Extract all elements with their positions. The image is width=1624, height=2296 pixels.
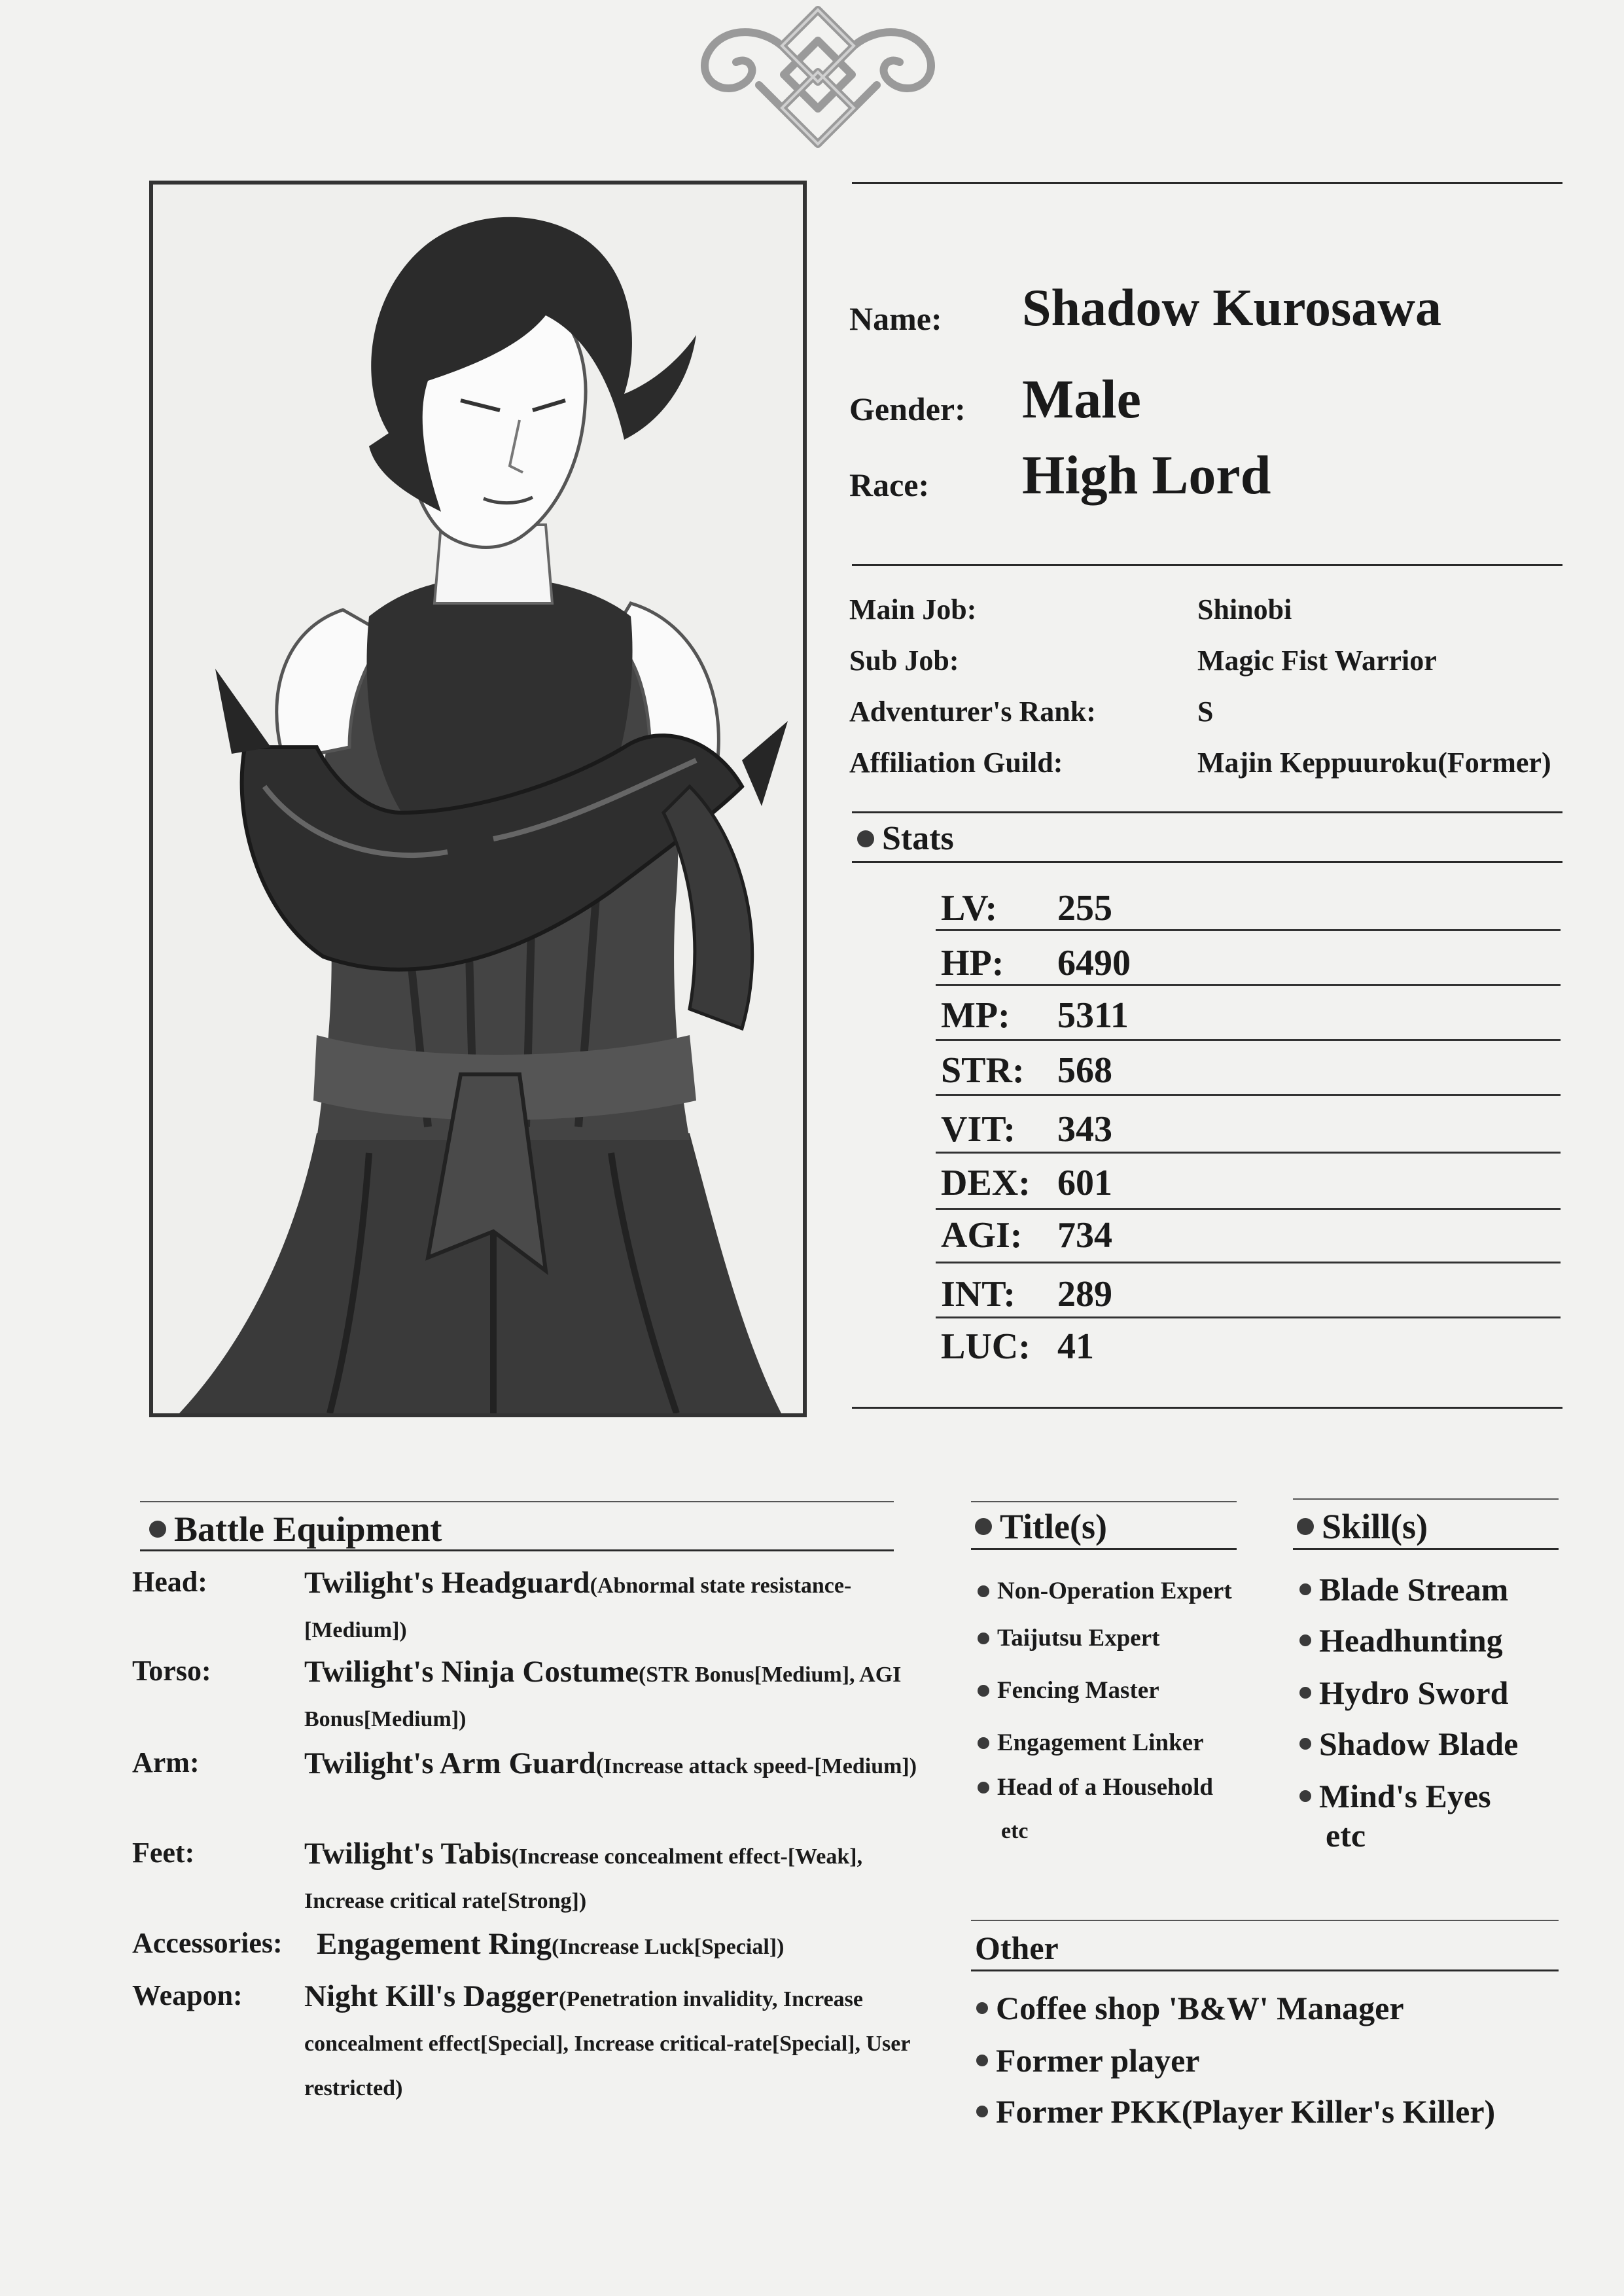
stats-bottom-rule	[852, 861, 1562, 863]
stat-lv	[941, 887, 1559, 929]
equip-name: Twilight's Arm Guard	[304, 1746, 596, 1780]
skills-heading-text: Skill(s)	[1322, 1507, 1428, 1546]
skill-item	[1299, 1674, 1508, 1712]
stat-value: 601	[1057, 1163, 1112, 1203]
other-text: Former PKK(Player Killer's Killer)	[996, 2093, 1496, 2130]
titles-bottom-rule	[971, 1548, 1237, 1550]
bullet-icon	[975, 1518, 992, 1535]
sub-job-value: Magic Fist Warrior	[1197, 645, 1437, 677]
knot-ornament-icon	[680, 0, 955, 164]
stats-heading-text: Stats	[882, 820, 954, 857]
stat-label: MP:	[941, 995, 1010, 1036]
skill-item	[1299, 1777, 1491, 1815]
equip-weapon	[304, 1976, 945, 2113]
other-text: Former player	[996, 2042, 1200, 2079]
equip-weapon-label: Weapon:	[132, 1979, 243, 2011]
stats-end-rule	[852, 1407, 1562, 1409]
equip-desc: (STR Bonus[Medium], AGI Bonus[Medium])	[304, 1663, 902, 1731]
main-job-label: Main Job:	[849, 593, 977, 626]
titles-etc: etc	[1001, 1819, 1029, 1843]
stat-int	[941, 1273, 1559, 1315]
stat-rule	[936, 1152, 1561, 1154]
race-label: Race:	[849, 467, 930, 503]
character-name: Shadow Kurosawa	[1022, 279, 1441, 337]
equip-head-label: Head:	[132, 1566, 207, 1598]
bullet-icon	[978, 1685, 989, 1697]
character-illustration	[153, 185, 803, 1413]
titles-top-rule	[971, 1501, 1237, 1502]
skill-item	[1299, 1570, 1508, 1608]
skill-text: Headhunting	[1319, 1622, 1503, 1659]
bullet-icon	[976, 2106, 988, 2117]
skill-text: Shadow Blade	[1319, 1725, 1519, 1762]
bullet-icon	[857, 830, 874, 847]
titles-heading-text: Title(s)	[1000, 1507, 1107, 1546]
other-item	[976, 2041, 1199, 2079]
bullet-icon	[1299, 1738, 1311, 1750]
title-item	[978, 1577, 1232, 1605]
title-text: Head of a Household	[997, 1774, 1213, 1801]
stat-str	[941, 1050, 1559, 1091]
title-item	[978, 1676, 1159, 1704]
bullet-icon	[1297, 1518, 1314, 1535]
stat-vit	[941, 1108, 1559, 1150]
title-text: Engagement Linker	[997, 1729, 1204, 1756]
equip-feet	[304, 1833, 945, 1926]
stat-rule	[936, 1039, 1561, 1041]
stat-label: DEX:	[941, 1163, 1031, 1203]
stat-rule	[936, 1094, 1561, 1096]
stat-rule	[936, 929, 1561, 931]
equip-name: Twilight's Tabis	[304, 1837, 512, 1871]
bullet-icon	[1299, 1687, 1311, 1699]
stats-top-rule	[852, 811, 1562, 813]
other-text: Coffee shop 'B&W' Manager	[996, 1990, 1404, 2026]
guild-value: Majin Keppuuroku(Former)	[1197, 747, 1551, 779]
title-text: Taijutsu Expert	[997, 1625, 1160, 1651]
title-item	[978, 1624, 1159, 1652]
stat-rule	[936, 1262, 1561, 1263]
stat-value: 734	[1057, 1215, 1112, 1256]
other-item	[976, 2093, 1495, 2130]
equipment-top-rule	[140, 1501, 894, 1502]
equip-feet-label: Feet:	[132, 1837, 195, 1869]
title-text: Fencing Master	[997, 1677, 1159, 1704]
other-top-rule	[971, 1920, 1559, 1921]
stat-label: LUC:	[941, 1326, 1031, 1367]
stat-value: 289	[1057, 1274, 1112, 1315]
equip-desc: (Penetration invalidity, Increase concealment effect[Special], Increase critical-rate[Special], User restricted)	[304, 1987, 910, 2100]
equip-desc: (Increase concealment effect-[Weak], Increase critical rate[Strong])	[304, 1845, 863, 1913]
skills-top-rule	[1293, 1498, 1559, 1500]
rank-label: Adventurer's Rank:	[849, 696, 1096, 728]
stat-label: VIT:	[941, 1109, 1016, 1150]
bullet-icon	[976, 2002, 988, 2014]
skills-etc: etc	[1326, 1817, 1366, 1854]
skills-heading	[1297, 1506, 1428, 1547]
equipment-heading	[149, 1509, 442, 1549]
rank-value: S	[1197, 696, 1214, 728]
titles-heading	[975, 1506, 1107, 1547]
race-value: High Lord	[1022, 445, 1271, 506]
bullet-icon	[1299, 1790, 1311, 1802]
stat-hp	[941, 942, 1559, 984]
equip-desc: (Increase Luck[Special])	[552, 1935, 785, 1959]
main-job-value: Shinobi	[1197, 593, 1292, 626]
equipment-bottom-rule	[140, 1549, 894, 1551]
equipment-heading-text: Battle Equipment	[174, 1510, 442, 1549]
skill-item	[1299, 1621, 1503, 1659]
skill-item	[1299, 1725, 1518, 1763]
equip-name: Twilight's Headguard	[304, 1566, 590, 1600]
sub-job-label: Sub Job:	[849, 645, 959, 677]
stat-value: 41	[1057, 1326, 1094, 1367]
equip-accessories	[317, 1924, 958, 1971]
equip-name: Twilight's Ninja Costume	[304, 1655, 639, 1689]
stat-label: LV:	[941, 888, 998, 928]
stat-label: INT:	[941, 1274, 1016, 1315]
equip-name: Engagement Ring	[317, 1927, 552, 1961]
stat-label: STR:	[941, 1050, 1025, 1091]
name-label: Name:	[849, 300, 942, 337]
equip-torso	[304, 1651, 945, 1744]
stat-value: 5311	[1057, 995, 1129, 1036]
profile-mid-rule	[852, 564, 1562, 566]
bullet-icon	[1299, 1634, 1311, 1646]
bullet-icon	[1299, 1583, 1311, 1595]
stat-value: 255	[1057, 888, 1112, 928]
equip-desc: (Increase attack speed-[Medium])	[595, 1754, 917, 1778]
stat-value: 6490	[1057, 943, 1131, 983]
stat-value: 568	[1057, 1050, 1112, 1091]
bullet-icon	[978, 1585, 989, 1597]
stats-heading	[857, 819, 954, 858]
stat-agi	[941, 1214, 1559, 1256]
equip-arm-label: Arm:	[132, 1746, 200, 1778]
equip-torso-label: Torso:	[132, 1655, 211, 1687]
stat-rule	[936, 1316, 1561, 1318]
other-item	[976, 1989, 1404, 2027]
stat-rule	[936, 984, 1561, 986]
bullet-icon	[976, 2055, 988, 2066]
equip-arm	[304, 1743, 945, 1791]
skills-bottom-rule	[1293, 1548, 1559, 1550]
stat-label: HP:	[941, 943, 1004, 983]
title-item	[978, 1729, 1204, 1757]
character-portrait	[149, 181, 807, 1417]
equip-accessories-label: Accessories:	[132, 1927, 283, 1959]
stat-mp	[941, 995, 1559, 1036]
equip-desc: (Abnormal state resistance-[Medium])	[304, 1574, 852, 1642]
profile-top-rule	[852, 182, 1562, 184]
equip-name: Night Kill's Dagger	[304, 1979, 559, 2013]
other-bottom-rule	[971, 1969, 1559, 1971]
equip-head	[304, 1563, 945, 1655]
guild-label: Affiliation Guild:	[849, 747, 1063, 779]
skill-text: Blade Stream	[1319, 1571, 1509, 1608]
stat-dex	[941, 1162, 1559, 1204]
gender-label: Gender:	[849, 391, 966, 427]
title-text: Non-Operation Expert	[997, 1578, 1232, 1604]
bullet-icon	[978, 1737, 989, 1749]
gender-value: Male	[1022, 369, 1141, 430]
bullet-icon	[149, 1521, 166, 1538]
stat-luc	[941, 1326, 1559, 1368]
skill-text: Hydro Sword	[1319, 1674, 1509, 1711]
title-item	[978, 1773, 1213, 1801]
bullet-icon	[978, 1633, 989, 1644]
stat-rule	[936, 1208, 1561, 1210]
other-heading: Other	[975, 1930, 1059, 1966]
stat-label: AGI:	[941, 1215, 1023, 1256]
skill-text: Mind's Eyes	[1319, 1778, 1491, 1814]
bullet-icon	[978, 1782, 989, 1793]
stat-value: 343	[1057, 1109, 1112, 1150]
